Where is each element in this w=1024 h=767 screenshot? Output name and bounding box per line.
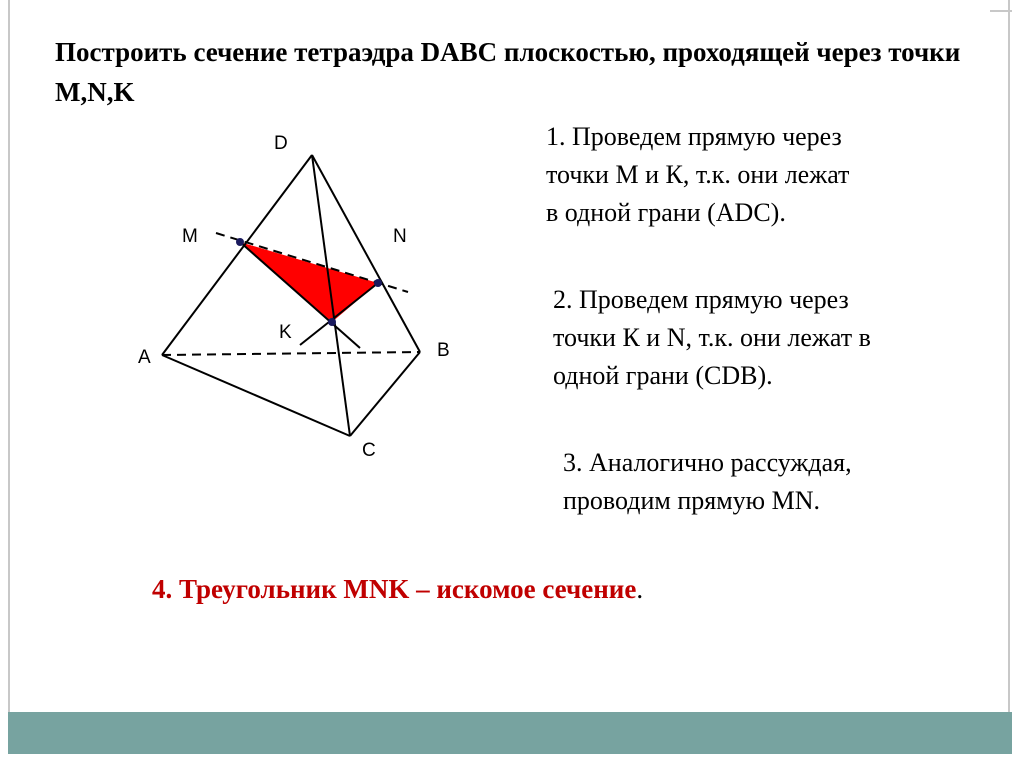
edge-ac xyxy=(162,355,350,436)
point-n xyxy=(374,279,382,287)
step-3-line-2: проводим прямую MN. xyxy=(563,486,821,515)
step-2 xyxy=(553,281,993,395)
step-2-line-1: 2. Проведем прямую через xyxy=(553,285,849,314)
conclusion xyxy=(152,570,852,608)
step-3 xyxy=(563,444,983,520)
point-m xyxy=(236,238,244,246)
label-m: M xyxy=(182,226,198,247)
conclusion-text: 4. Треугольник MNK – искомое сечение xyxy=(152,574,637,604)
step-1-line-2: точки М и К, т.к. они лежат xyxy=(546,160,850,189)
label-b: B xyxy=(437,340,450,361)
edge-ab-hidden xyxy=(162,352,420,355)
point-k xyxy=(328,318,336,326)
label-a: A xyxy=(138,347,151,368)
label-c: C xyxy=(362,440,376,461)
label-k: K xyxy=(279,322,292,343)
conclusion-period: . xyxy=(636,574,644,604)
section-triangle-mnk xyxy=(240,242,378,322)
slide-title: Построить сечение тетраэдра DABC плоскостью, проходящей через точки M,N,K xyxy=(55,37,961,107)
step-1 xyxy=(546,118,986,232)
step-1-line-3: в одной грани (ADC). xyxy=(546,198,786,227)
step-2-line-2: точки К и N, т.к. они лежат в xyxy=(553,323,871,352)
edge-bc xyxy=(350,352,420,436)
step-1-line-1: 1. Проведем прямую через xyxy=(546,122,842,151)
step-2-line-3: одной грани (CDB). xyxy=(553,361,773,390)
step-3-line-1: 3. Аналогично рассуждая, xyxy=(563,448,852,477)
bottom-bar xyxy=(8,712,1012,754)
label-n: N xyxy=(393,226,407,247)
label-d: D xyxy=(274,133,288,154)
